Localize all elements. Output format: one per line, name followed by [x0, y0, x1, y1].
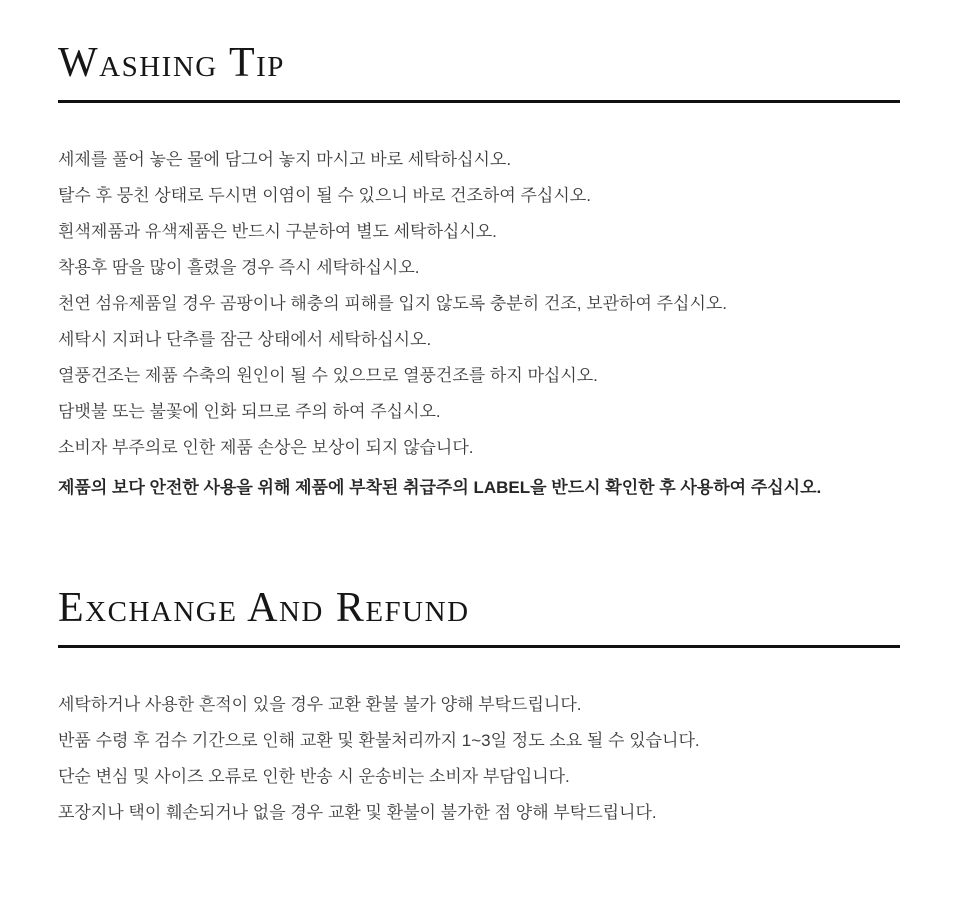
washing-tip-line: 세제를 풀어 놓은 물에 담그어 놓지 마시고 바로 세탁하십시오.	[58, 150, 512, 169]
washing-tip-line: 천연 섬유제품일 경우 곰팡이나 해충의 피해를 입지 않도록 충분히 건조, 보관하여 주십시오.	[58, 294, 728, 313]
washing-tip-line: 열풍건조는 제품 수축의 원인이 될 수 있으므로 열풍건조를 하지 마십시오.	[58, 366, 598, 385]
washing-tip-section	[58, 38, 902, 506]
washing-tip-line: 탈수 후 뭉친 상태로 두시면 이염이 될 수 있으니 바로 건조하여 주십시오.	[58, 186, 591, 205]
exchange-refund-heading: Exchange And Refund	[58, 585, 470, 631]
washing-tip-line: 세탁시 지퍼나 단추를 잠근 상태에서 세탁하십시오.	[58, 330, 432, 349]
exchange-refund-line: 반품 수령 후 검수 기간으로 인해 교환 및 환불처리까지 1~3일 정도 소요 될 수 있습니다.	[58, 731, 700, 750]
exchange-refund-line: 포장지나 택이 훼손되거나 없을 경우 교환 및 환불이 불가한 점 양해 부탁드립니다.	[58, 803, 657, 822]
washing-tip-emphasis-line: 제품의 보다 안전한 사용을 위해 제품에 부착된 취급주의 LABEL을 반드시 확인한 후 사용하여 주십시오.	[58, 478, 822, 497]
washing-tip-line: 착용후 땀을 많이 흘렸을 경우 즉시 세탁하십시오.	[58, 258, 420, 277]
washing-tip-divider	[58, 100, 900, 103]
washing-tip-line: 소비자 부주의로 인한 제품 손상은 보상이 되지 않습니다.	[58, 438, 474, 457]
exchange-refund-lines	[58, 687, 902, 831]
washing-tip-lines	[58, 142, 902, 506]
exchange-refund-line: 세탁하거나 사용한 흔적이 있을 경우 교환 환불 불가 양해 부탁드립니다.	[58, 695, 582, 714]
washing-tip-line: 흰색제품과 유색제품은 반드시 구분하여 별도 세탁하십시오.	[58, 222, 497, 241]
exchange-refund-section	[58, 583, 902, 831]
washing-tip-line: 담뱃불 또는 불꽃에 인화 되므로 주의 하여 주십시오.	[58, 402, 441, 421]
exchange-refund-line: 단순 변심 및 사이즈 오류로 인한 반송 시 운송비는 소비자 부담입니다.	[58, 767, 570, 786]
exchange-refund-divider	[58, 645, 900, 648]
washing-tip-heading: Washing Tip	[58, 40, 285, 86]
